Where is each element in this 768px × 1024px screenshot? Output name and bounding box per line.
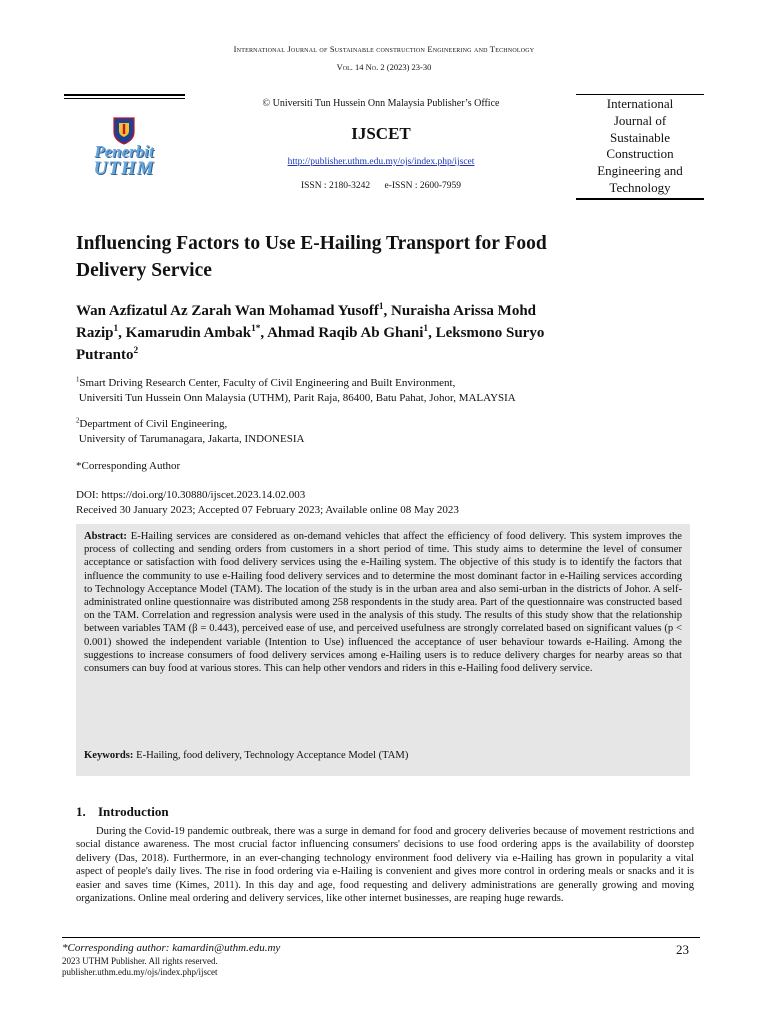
author-name: , Nuraisha Arissa Mohd: [383, 303, 537, 319]
author-name: , Kamarudin Ambak: [118, 325, 252, 341]
eissn: e-ISSN : 2600-7959: [384, 181, 462, 191]
footer-url: publisher.uthm.edu.my/ojs/index.php/ijscet: [62, 967, 218, 977]
journal-box-line: Technology: [609, 179, 671, 195]
corresponding-email: *Corresponding author: kamardin@uthm.edu.my: [62, 942, 281, 954]
affiliation-marker: 1: [378, 302, 384, 312]
doi: DOI: https://doi.org/10.30880/ijscet.2023.14.02.003: [76, 489, 306, 501]
affiliation-marker: 1: [113, 324, 119, 334]
keywords-list: E-Hailing, food delivery, Technology Acceptance Model (TAM): [136, 750, 409, 761]
affiliation-line: University of Tarumanagara, Jakarta, INDONESIA: [78, 432, 305, 445]
affiliation: [76, 376, 696, 405]
paper-title: [76, 230, 696, 284]
author-name: Razip: [76, 325, 114, 341]
issn: ISSN : 2180-3242: [300, 181, 371, 191]
journal-abbrev: IJSCET: [351, 124, 411, 143]
corresponding-author-note: *Corresponding Author: [76, 460, 181, 472]
affiliation-marker: 1: [423, 324, 429, 334]
logo-wordmark: UTHM: [93, 158, 155, 179]
section-title: Introduction: [98, 804, 169, 819]
affiliation: [76, 417, 696, 446]
page-number: 23: [676, 942, 689, 957]
copyright: 2023 UTHM Publisher. All rights reserved.: [62, 956, 218, 966]
affiliation-marker: 2: [133, 346, 139, 356]
abstract-label: Abstract:: [84, 531, 127, 542]
author-name: , Leksmono Suryo: [428, 325, 545, 341]
header-rule: [64, 98, 185, 99]
author-name: Putranto: [76, 347, 134, 363]
title-line: Delivery Service: [76, 260, 212, 281]
publisher-logo: [78, 116, 170, 180]
header-rule: [64, 94, 185, 96]
abstract-text: [84, 530, 682, 675]
abstract-body: E-Hailing services are considered as on-demand vehicles that affect the efficiency of food delivery. This system improves the process of collecting and sending orders from customers in a short period of time. This study aims to determine the level of consumer acceptance or satisfaction with food delivery services using the e-Hailing system. The objective of this study is to identify the factors that influence the community to use e-Hailing food delivery services and to determine the most dominant factor in e-Hailing services according to Technology Acceptance Model (TAM). The location of the study is in the urban area and also semi-urban in the districts of Johor. A self-administrated online questionnaire was distributed among 258 respondents in the study area. Part of the questionnaire was constructed based on the TAM. Correlation and regression analysis were used in the analysis of this study. The results of this study show that the relationship between variables TAM (β = 0.443), perceived ease of use, and perceived usefulness are strongly correlated based on significant values (p < 0.001) showed the independent variable (Intention to Use) influenced the acceptance of user behaviour towards e-Hailing. Among the suggestions to increase consumers of food delivery services among e-Hailing users is to reduce delivery charges for nearby areas so that consumers can buy food at various stores. This can help other vendors and riders in this e-Hailing food delivery service.: [84, 531, 682, 675]
footer-rule: [62, 937, 700, 938]
affiliation-marker: 1: [76, 376, 80, 384]
affiliation-line: Smart Driving Research Center, Faculty of Civil Engineering and Built Environment,: [79, 377, 456, 389]
issn-line: [200, 181, 562, 191]
introduction-paragraph: During the Covid-19 pandemic outbreak, there was a surge in demand for food and grocery deliveries because of movement restrictions and social distance awareness. The most crucial factor influencing consumers' decisions to use food ordering apps is the availability of doorstep delivery (Das, 2018). Furthermore, in an ever-changing technology environment food delivery via e-Hailing has grown in popularity a vital aspect of people's daily lives. The rise in food ordering via e-Hailing is convenient and gives more control in ordering meals or snacks and it is easier and saves time (Kimes, 2011). In this day and age, food requesting and delivery administrations are generally growing and moving organizations. Online meal ordering and delivery services, like other internet businesses, are reaping huge rewards.: [76, 826, 694, 905]
affiliation-marker: 2: [76, 417, 80, 425]
footer-info: [62, 956, 218, 978]
logo-wordmark: Penerbit: [94, 142, 154, 161]
title-line: Influencing Factors to Use E-Hailing Transport for Food: [76, 233, 547, 254]
keywords-label: Keywords:: [84, 750, 134, 761]
abstract-box: [76, 524, 690, 776]
journal-box-line: Engineering and: [597, 163, 683, 179]
received-dates: Received 30 January 2023; Accepted 07 February 2023; Available online 08 May 2023: [76, 503, 459, 516]
journal-box-line: Sustainable: [610, 129, 670, 145]
section-heading: [76, 804, 169, 820]
affiliation-marker: 1*: [251, 324, 261, 334]
journal-title-box: [580, 96, 700, 197]
author-name: , Ahmad Raqib Ab Ghani: [260, 325, 424, 341]
journal-box-line: Construction: [606, 146, 674, 162]
keywords: [84, 750, 408, 761]
journal-box-line: Journal of: [613, 112, 667, 128]
volume-line: Vol. 14 No. 2 (2023) 23-30: [336, 62, 432, 72]
author-list: [76, 300, 696, 366]
author-name: Wan Azfizatul Az Zarah Wan Mohamad Yusoff: [76, 303, 379, 319]
affiliation-line: Universiti Tun Hussein Onn Malaysia (UTHM), Parit Raja, 86400, Batu Pahat, Johor, MALAYSIA: [78, 391, 516, 404]
journal-box-line: International: [606, 96, 674, 111]
header-rule: [576, 94, 704, 95]
section-number: 1.: [76, 804, 86, 819]
publisher-office: © Universiti Tun Hussein Onn Malaysia Publisher’s Office: [262, 98, 500, 109]
affiliation-line: Department of Civil Engineering,: [79, 418, 228, 430]
running-journal-name: International Journal of Sustainable construction Engineering and Technology: [233, 44, 535, 54]
journal-url-link[interactable]: http://publisher.uthm.edu.my/ojs/index.php/ijscet: [287, 157, 475, 167]
article-info: [76, 488, 459, 517]
header-rule: [576, 198, 704, 200]
